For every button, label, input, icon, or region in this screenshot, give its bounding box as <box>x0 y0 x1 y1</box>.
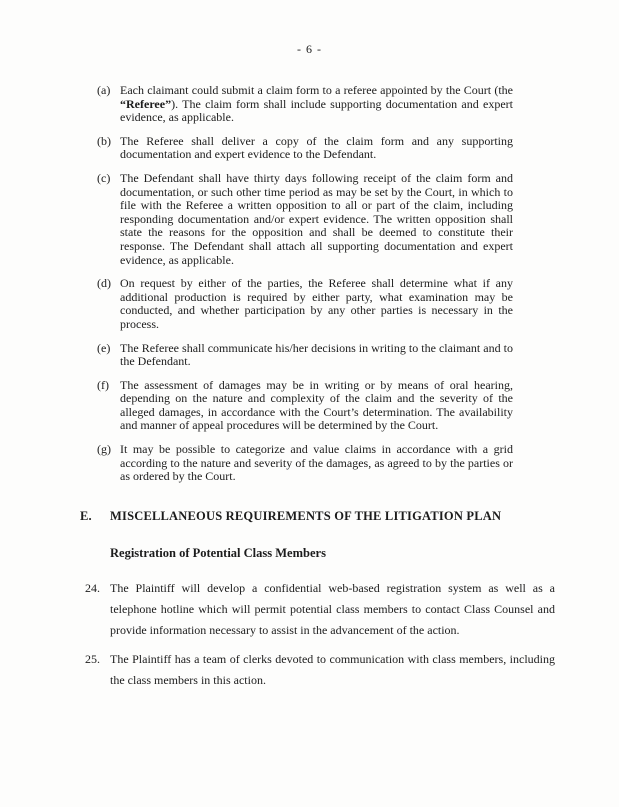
section-title: MISCELLANEOUS REQUIREMENTS OF THE LITIGATION PLAN <box>110 508 502 523</box>
defined-term: “Referee” <box>120 96 172 111</box>
lettered-item-a <box>97 84 619 125</box>
section-heading-e <box>80 508 619 524</box>
paragraph-label: (a) <box>97 83 111 97</box>
subsection-heading: Registration of Potential Class Members <box>110 545 326 560</box>
lettered-paragraph-list <box>97 84 619 484</box>
paragraph-text: The assessment of damages may be in writing or by means of oral hearing, depending on the nature and complexity of the claim and the severity of the alleged damages, in accordance with the Court’s determination. The availability and manner of appeal procedures will be determined by the Court. <box>120 377 513 433</box>
paragraph-text: The Plaintiff has a team of clerks devoted to communication with class members, including the class members in this action. <box>110 651 555 687</box>
paragraph-number: 25. <box>85 651 100 666</box>
numbered-item-25 <box>85 649 619 691</box>
paragraph-text <box>120 84 513 125</box>
paragraph-label: (c) <box>97 170 111 185</box>
lettered-item-g <box>97 443 619 484</box>
paragraph-number: 24. <box>85 580 100 595</box>
section-label: E. <box>80 508 92 523</box>
paragraph-label: (d) <box>97 276 111 291</box>
paragraph-label: (g) <box>97 442 111 457</box>
paragraph-label: (b) <box>97 133 111 148</box>
paragraph-text: It may be possible to categorize and value claims in accordance with a grid according to the nature and severity of the damages, as agreed to by the parties or as ordered by the Court. <box>120 442 513 484</box>
paragraph-label: (f) <box>97 377 109 392</box>
paragraph-text: The Plaintiff will develop a confidential web-based registration system as well as a telephone hotline which will permit potential class members to contact Class Counsel and provide information necessary to assist in the advancement of the action. <box>110 580 555 637</box>
lettered-item-c <box>97 172 619 267</box>
paragraph-text-post: ). The claim form shall include supporting documentation and expert evidence, as applicable. <box>120 96 513 125</box>
lettered-item-f <box>97 379 619 433</box>
numbered-item-24 <box>85 578 619 641</box>
paragraph-label: (e) <box>97 340 111 355</box>
lettered-item-d <box>97 277 619 331</box>
paragraph-text: On request by either of the parties, the Referee shall determine what if any additional production is required by either party, what examination may be conducted, and whether participation by any other parties is necessary in the process. <box>120 276 513 331</box>
paragraph-text: The Defendant shall have thirty days following receipt of the claim form and documentation, or such other time period as may be set by the Court, in which to file with the Referee a written opposition to all or part of the claim, including responding documentation and/or expert evidence. The written opposition shall state the reasons for the opposition and shall be deemed to constitute their response. The Defendant shall attach all supporting documentation and expert evidence, as applicable. <box>120 170 513 267</box>
paragraph-text-pre: Each claimant could submit a claim form to a referee appointed by the Court (the <box>120 83 513 97</box>
page-number: - 6 - <box>297 42 322 56</box>
lettered-item-e <box>97 342 619 369</box>
paragraph-text: The Referee shall deliver a copy of the claim form and any supporting documentation and expert evidence to the Defendant. <box>120 133 513 162</box>
paragraph-text: The Referee shall communicate his/her decisions in writing to the claimant and to the Defendant. <box>120 340 513 369</box>
lettered-item-b <box>97 135 619 162</box>
numbered-paragraph-list <box>85 578 619 691</box>
